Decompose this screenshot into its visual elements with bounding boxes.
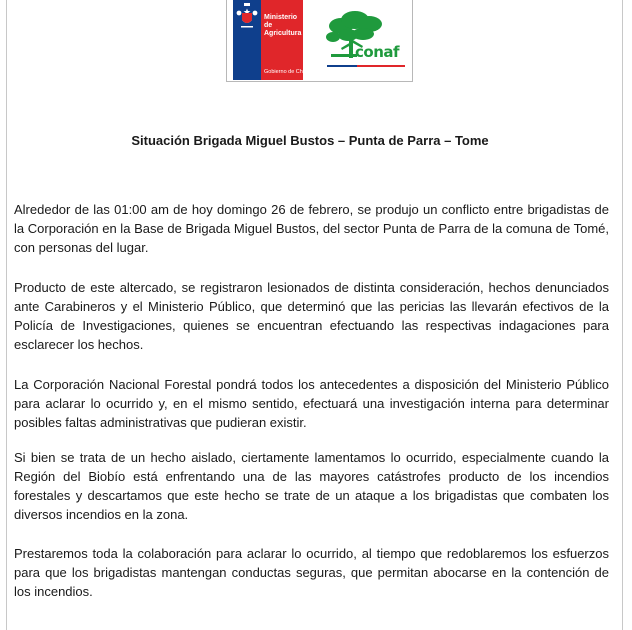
conaf-wordmark: conaf <box>355 43 400 61</box>
paragraph-1: Alrededor de las 01:00 am de hoy domingo 26 de febrero, se produjo un conflicto entre brigadistas de la Corporación en la Base de Brigada Miguel Bustos, del sector Punta de Parra de la comuna de Tomé, con personas del lugar. <box>14 202 609 255</box>
paragraph-5: Prestaremos toda la colaboración para aclarar lo ocurrido, al tiempo que redoblaremos los esfuerzos para que los brigadistas mantengan conductas seguras, que permitan abocarse en la contención de los incendios. <box>14 546 609 599</box>
paragraph-2: Producto de este altercado, se registraron lesionados de distinta consideración, hechos denunciados ante Carabineros y el Ministerio Público, que determinó que las pericias las llevarán efectivos de la Policía de Investigaciones, quienes se encuentran efectuando las respectivas indagaciones para esclarecer los hechos. <box>14 280 609 352</box>
coat-of-arms-icon <box>233 0 261 43</box>
ministry-name: Ministerio de Agricultura <box>264 14 302 37</box>
paragraph-4: Si bien se trata de un hecho aislado, ciertamente lamentamos lo ocurrido, especialmente cuando la Región del Biobío está enfrentando una de las mayores catástrofes producto de los incendios forestales y descartamos que este hecho se trate de un ataque a los brigadistas que combaten los diversos incendios en la zona. <box>14 450 609 522</box>
conaf-logo <box>323 8 409 70</box>
document-title: Situación Brigada Miguel Bustos – Punta de Parra – Tome <box>131 133 489 148</box>
paragraph-3: La Corporación Nacional Forestal pondrá todos los antecedentes a disposición del Ministerio Público para aclarar lo ocurrido y, en el mismo sentido, efectuará una investigación interna para determinar posibles faltas administrativas que pudieran existir. <box>14 377 609 430</box>
government-label: Gobierno de Chile <box>264 69 309 75</box>
ministry-logo <box>233 0 309 80</box>
header-logos <box>226 0 413 82</box>
